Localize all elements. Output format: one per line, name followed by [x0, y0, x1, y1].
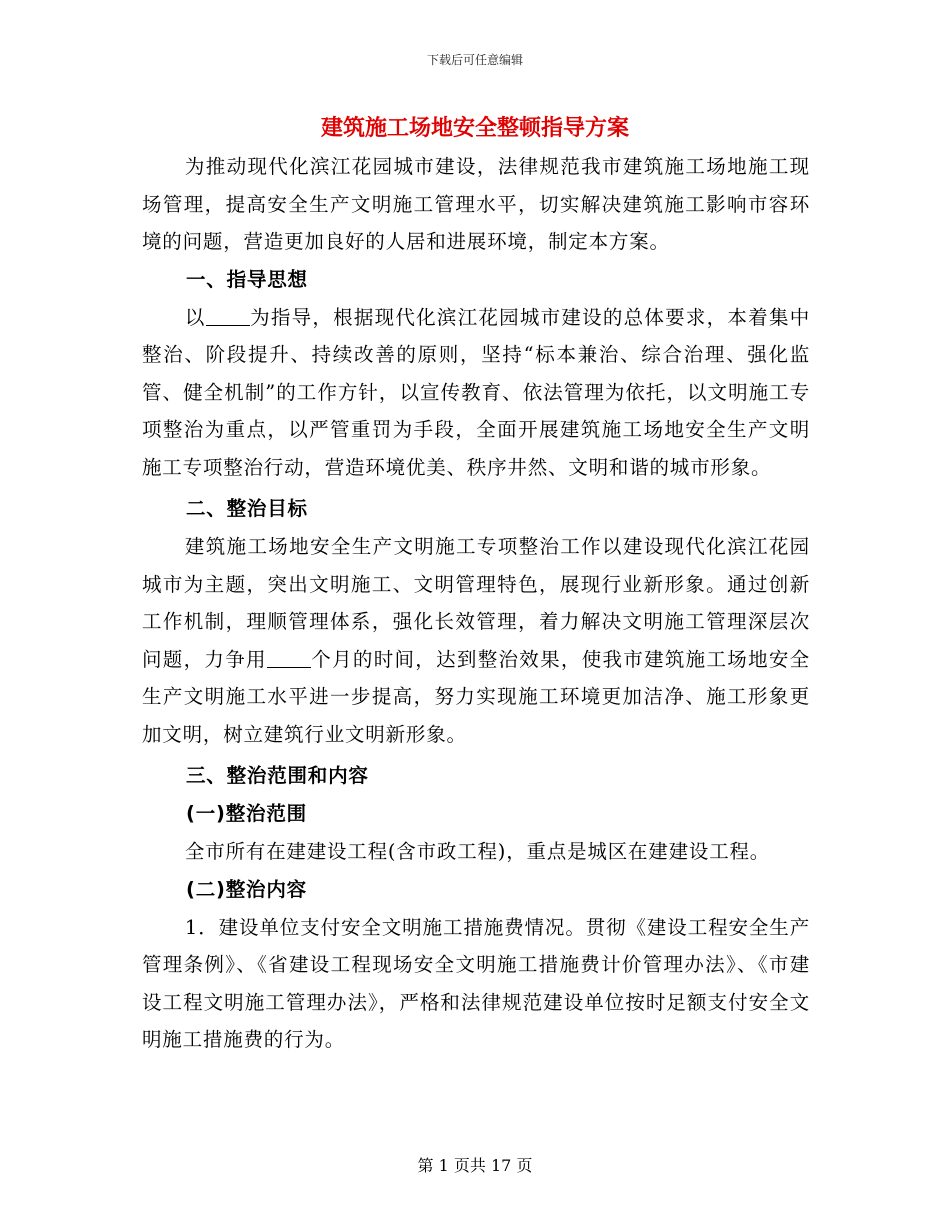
section-heading-guiding-thought: 一、指导思想 [186, 267, 308, 291]
subsection-heading-scope: (一)整治范围 [186, 802, 307, 825]
fill-blank [267, 647, 311, 668]
document-body [142, 148, 810, 1059]
scope-paragraph: 全市所有在建建设工程(含市政工程)，重点是城区在建建设工程。 [184, 840, 771, 863]
fill-blank [206, 305, 250, 326]
subsection-heading-content: (二)整治内容 [186, 877, 307, 901]
page-header: 下载后可任意编辑 [426, 53, 523, 67]
document-title: 建筑施工场地安全整顿指导方案 [320, 116, 629, 141]
intro-paragraph: 为推动现代化滨江花园城市建设，法律规范我市建筑施工场地施工现场管理，提高安全生产文明施工管理水平，切实解决建筑施工影响市容环境的问题，营造更加良好的人居和进展环境，制定本方案。 [142, 155, 810, 253]
page-footer: 第 1 页共 17 页 [417, 1156, 533, 1175]
section-heading-scope-content: 三、整治范围和内容 [186, 764, 369, 787]
paragraph-text: 个月的时间，达到整治效果，使我市建筑施工场地安全生产文明施工水平进一步提高，努力实现施工环境更加洁净、施工形象更加文明，树立建筑行业文明新形象。 [142, 647, 810, 746]
paragraph-text: 建筑施工场地安全生产文明施工专项整治工作以建设现代化滨江花园城市为主题，突出文明施工、文明管理特色，展现行业新形象。通过创新工作机制，理顺管理体系，强化长效管理，着力解决文明施工管理深层次问题，力争用 [142, 535, 810, 671]
content-item-1: 1．建设单位支付安全文明施工措施费情况。贯彻《建设工程安全生产管理条例》、《省建设工程现场安全文明施工措施费计价管理办法》、《市建设工程文明施工管理办法》，严格和法律规范建设单位按时足额支付安全文明施工措施费的行为。 [142, 915, 810, 1051]
paragraph-text: 以 [184, 305, 206, 329]
goals-paragraph [142, 528, 810, 753]
paragraph-text: 为指导，根据现代化滨江花园城市建设的总体要求，本着集中整治、阶段提升、持续改善的原则，坚持“标本兼治、综合治理、强化监管、健全机制”的工作方针，以宣传教育、依法管理为依托，以文明施工专项整治为重点，以严管重罚为手段，全面开展建筑施工场地安全生产文明施工专项整治行动，营造环境优美、秩序井然、文明和谐的城市形象。 [142, 305, 810, 479]
guiding-thought-paragraph [142, 299, 810, 487]
section-heading-goals: 二、整治目标 [186, 497, 308, 520]
